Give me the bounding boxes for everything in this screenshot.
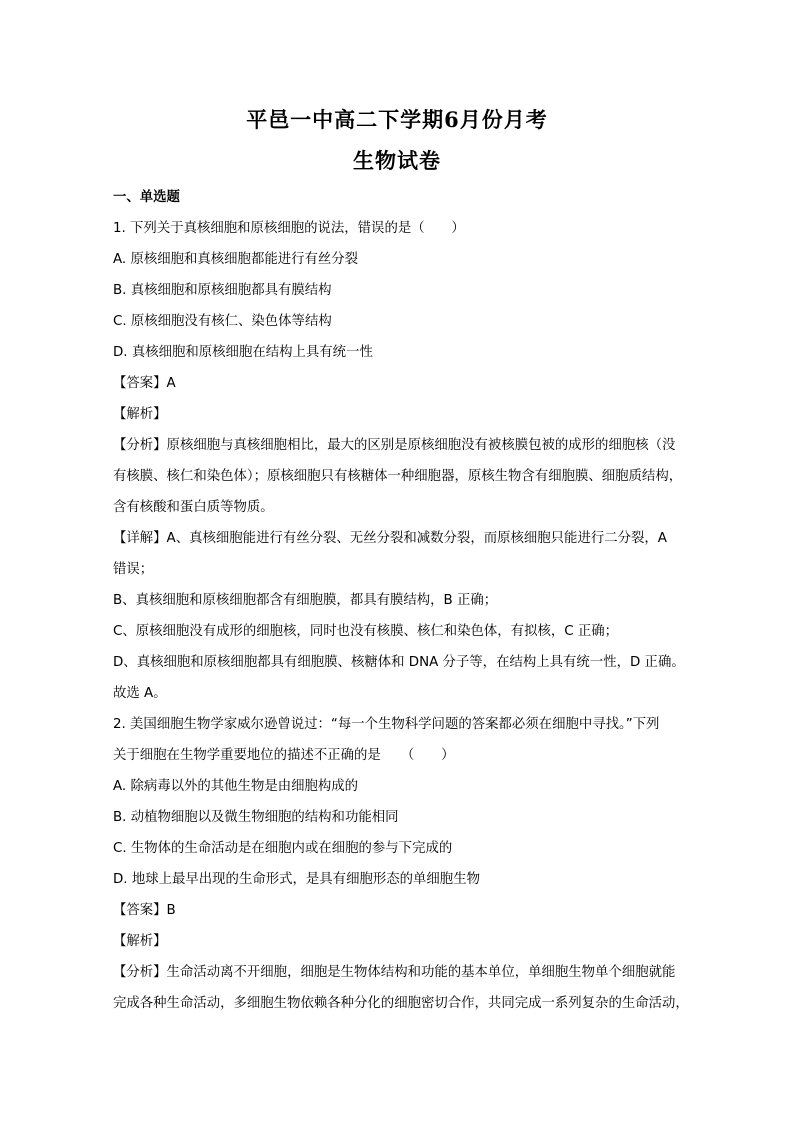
question-2-fenxi-line-1: 【分析】生命活动离不开细胞，细胞是生物体结构和功能的基本单位，单细胞生物单个细胞就能 <box>113 965 676 980</box>
question-1-fenxi-line-3: 含有核酸和蛋白质等物质。 <box>113 500 274 515</box>
question-1-conclusion: 故选 A。 <box>113 686 167 701</box>
question-1-stem: 1. 下列关于真核细胞和原核细胞的说法，错误的是（ ） <box>113 221 465 236</box>
question-2-stem-line-2: 关于细胞在生物学重要地位的描述不正确的是 （ ） <box>113 748 455 763</box>
question-1-answer: 【答案】A <box>113 376 176 391</box>
question-1-option-d: D. 真核细胞和原核细胞在结构上具有统一性 <box>113 345 373 360</box>
question-2-stem-line-1: 2. 美国细胞生物学家威尔逊曾说过：“每一个生物科学问题的答案都必须在细胞中寻找。”下列 <box>113 717 660 732</box>
question-2-option-b: B. 动植物细胞以及微生物细胞的结构和功能相同 <box>113 810 399 825</box>
page-title: 平邑一中高二下学期6月份月考 <box>246 107 548 132</box>
exam-body <box>113 186 713 1023</box>
question-1-xiangjie-line-3: B、真核细胞和原核细胞都含有细胞膜，都具有膜结构，B 正确； <box>113 593 498 608</box>
question-2-option-a: A. 除病毒以外的其他生物是由细胞构成的 <box>113 779 359 794</box>
question-1-option-c: C. 原核细胞没有核仁、染色体等结构 <box>113 314 332 329</box>
question-1-xiangjie-line-2: 错误； <box>113 562 154 577</box>
question-1-xiangjie-line-4: C、原核细胞没有成形的细胞核，同时也没有核膜、核仁和染色体，有拟核，C 正确； <box>113 624 619 639</box>
question-1-fenxi-line-2: 有核膜、核仁和染色体）；原核细胞只有核糖体一种细胞器，原核生物含有细胞膜、细胞质结构， <box>113 469 683 484</box>
question-2-fenxi-line-2: 完成各种生命活动，多细胞生物依赖各种分化的细胞密切合作，共同完成一系列复杂的生命活动， <box>113 996 689 1011</box>
question-1-xiangjie-line-1: 【详解】A、真核细胞能进行有丝分裂、无丝分裂和减数分裂，而原核细胞只能进行二分裂，A <box>113 531 667 546</box>
question-2-option-c: C. 生物体的生命活动是在细胞内或在细胞的参与下完成的 <box>113 841 453 856</box>
question-2-option-d: D. 地球上最早出现的生命形式，是具有细胞形态的单细胞生物 <box>113 872 480 887</box>
question-1-fenxi-line-1: 【分析】原核细胞与真核细胞相比，最大的区别是原核细胞没有被核膜包被的成形的细胞核（没 <box>113 438 676 453</box>
question-2-analysis-label: 【解析】 <box>113 934 167 949</box>
question-1-analysis-label: 【解析】 <box>113 407 167 422</box>
question-1-option-a: A. 原核细胞和真核细胞都能进行有丝分裂 <box>113 252 359 267</box>
question-1-xiangjie-line-5: D、真核细胞和原核细胞都具有细胞膜、核糖体和 DNA 分子等，在结构上具有统一性，D 正确。 <box>113 655 685 670</box>
page-subtitle: 生物试卷 <box>353 148 441 173</box>
question-1-option-b: B. 真核细胞和原核细胞都具有膜结构 <box>113 283 332 298</box>
question-2-answer: 【答案】B <box>113 903 176 918</box>
section-heading: 一、单选题 <box>113 190 180 205</box>
